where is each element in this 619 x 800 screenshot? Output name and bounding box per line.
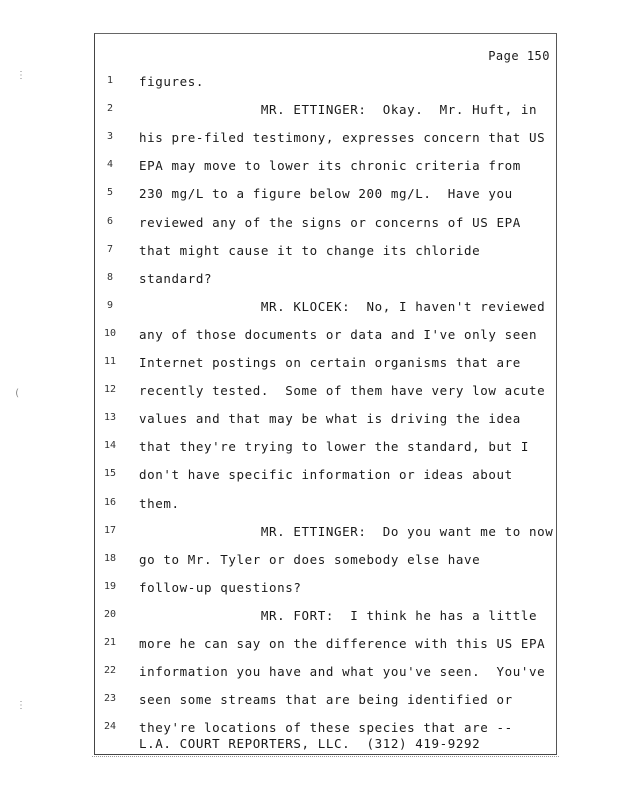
line-number: 10 — [103, 327, 117, 339]
transcript-line: his pre-filed testimony, expresses concern that US — [139, 130, 546, 146]
transcript-line: MR. KLOCEK: No, I haven't reviewed — [139, 298, 546, 314]
line-number: 7 — [106, 243, 114, 255]
transcript-line: MR. ETTINGER: Okay. Mr. Huft, in — [139, 102, 538, 118]
line-number: 22 — [103, 665, 117, 677]
transcript-line: reviewed any of the signs or concerns of US EPA — [139, 214, 521, 230]
transcript-line: standard? — [139, 270, 213, 286]
line-number: 14 — [103, 440, 117, 452]
line-number: 6 — [106, 215, 114, 227]
margin-smudge-mark: ⋮ — [16, 700, 26, 711]
transcript-line: values and that may be what is driving the idea — [139, 411, 521, 427]
transcript-line: them. — [139, 495, 180, 511]
transcript-line: EPA may move to lower its chronic criteria from — [139, 158, 521, 174]
line-number: 11 — [103, 356, 117, 367]
line-number: 1 — [106, 75, 114, 86]
transcript-line: 230 mg/L to a figure below 200 mg/L. Have you — [139, 186, 513, 202]
line-number: 20 — [103, 608, 117, 620]
page-number: Page 150 — [488, 49, 550, 63]
margin-smudge-mark: ( — [14, 388, 21, 399]
line-number: 4 — [106, 159, 114, 171]
line-number: 23 — [103, 693, 117, 705]
line-number: 12 — [103, 384, 117, 396]
transcript-line: seen some streams that are being identified or — [139, 692, 513, 708]
line-number: 13 — [103, 412, 117, 424]
line-number: 16 — [103, 496, 117, 508]
margin-smudge-mark: ⋮ — [16, 70, 26, 81]
transcript-line: recently tested. Some of them have very low acute — [139, 383, 546, 399]
line-number: 18 — [103, 552, 117, 564]
transcript-page — [94, 33, 557, 755]
line-number: 2 — [106, 103, 114, 115]
transcript-line: more he can say on the difference with this US EPA — [139, 636, 546, 651]
scan-edge-divider — [92, 756, 559, 761]
line-number: 8 — [106, 271, 114, 283]
transcript-line: Internet postings on certain organisms that are — [139, 355, 521, 370]
transcript-line: information you have and what you've seen. You've — [139, 664, 546, 680]
transcript-line: MR. FORT: I think he has a little — [139, 607, 538, 623]
transcript-line: that might cause it to change its chloride — [139, 242, 481, 258]
line-number: 21 — [103, 637, 117, 648]
transcript-line: they're locations of these species that are -- — [139, 720, 513, 736]
line-number: 15 — [103, 468, 117, 480]
transcript-line: go to Mr. Tyler or does somebody else have — [139, 551, 481, 567]
transcript-line: that they're trying to lower the standard, but I — [139, 439, 530, 455]
transcript-line: MR. ETTINGER: Do you want me to now — [139, 523, 554, 539]
transcript-line: follow-up questions? — [139, 579, 302, 595]
transcript-line: figures. — [139, 74, 205, 89]
line-number: 9 — [106, 299, 114, 311]
court-reporter-footer: L.A. COURT REPORTERS, LLC. (312) 419-9292 — [139, 736, 481, 751]
line-number: 3 — [106, 131, 114, 143]
line-number: 24 — [103, 721, 117, 733]
transcript-line: any of those documents or data and I've only seen — [139, 326, 538, 342]
line-number: 17 — [103, 524, 117, 536]
transcript-line: don't have specific information or ideas about — [139, 467, 513, 483]
line-number: 19 — [103, 580, 117, 592]
line-number: 5 — [106, 187, 114, 199]
